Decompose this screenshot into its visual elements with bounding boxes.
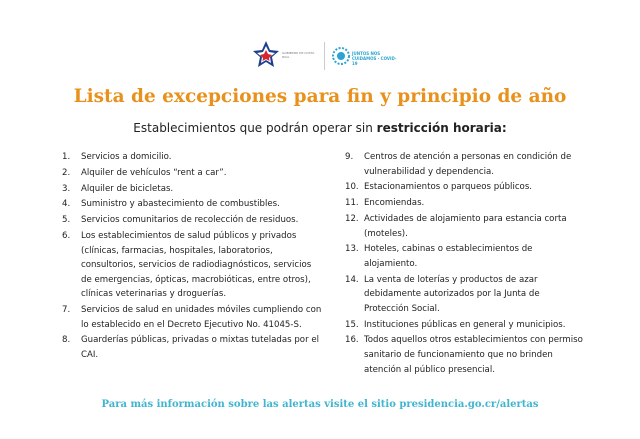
logo-bar bbox=[0, 38, 640, 74]
list-item-number: 15. bbox=[345, 319, 359, 330]
list-item-number: 16. bbox=[345, 335, 359, 346]
campaign-sun-icon bbox=[330, 38, 352, 74]
list-item bbox=[62, 229, 324, 302]
list-item-text: Actividades de alojamiento para estancia corta (moteles). bbox=[364, 213, 567, 239]
list-item-text: Servicios de salud en unidades móviles cumpliendo con lo establecido en el Decreto Ejecutivo No. 41045-S. bbox=[81, 305, 322, 330]
logo-divider bbox=[324, 42, 325, 70]
list-item-number: 11. bbox=[345, 198, 359, 209]
list-item-number: 4. bbox=[62, 199, 71, 210]
list-item bbox=[62, 333, 324, 362]
list-item bbox=[62, 166, 324, 181]
list-item bbox=[345, 242, 585, 271]
list-item-number: 14. bbox=[345, 274, 359, 285]
list-item-text: Encomiendas. bbox=[364, 198, 425, 209]
list-item-text: Guarderías públicas, privadas o mixtas tuteladas por el CAI. bbox=[81, 335, 320, 361]
list-item bbox=[62, 197, 324, 212]
list-item-text: Instituciones públicas en general y municipios. bbox=[364, 319, 566, 330]
list-item bbox=[345, 212, 585, 241]
exceptions-list-left bbox=[62, 150, 324, 364]
list-item-number: 7. bbox=[62, 305, 71, 316]
list-item-number: 5. bbox=[62, 215, 71, 226]
list-item-number: 6. bbox=[62, 230, 71, 241]
list-item-number: 2. bbox=[62, 167, 71, 178]
list-item-text: Estacionamientos o parqueos públicos. bbox=[364, 182, 533, 193]
list-item bbox=[345, 150, 585, 179]
list-item-number: 13. bbox=[345, 244, 359, 255]
subtitle-emphasis: restricción horaria: bbox=[376, 121, 507, 135]
list-item-text: Los establecimientos de salud públicos y privados (clínicas, farmacias, hospitales, laboratorios, consultorios, servicios de radiodiagnósticos, servicios de emergencias, ópticas, macrobióticas, entre otros), clínicas veterinarias y droguerías. bbox=[81, 230, 312, 300]
list-item-text: Alquiler de vehículos “rent a car”. bbox=[81, 167, 227, 178]
list-item-number: 10. bbox=[345, 182, 359, 193]
star-emblem-icon bbox=[252, 38, 280, 74]
list-item bbox=[345, 273, 585, 317]
campaign-logo bbox=[330, 38, 400, 74]
list-item-text: Todos aquellos otros establecimientos con permiso sanitario de funcionamiento que no brinden atención al público presencial. bbox=[364, 335, 583, 375]
government-logo bbox=[252, 38, 322, 74]
list-item-text: Hoteles, cabinas o establecimientos de alojamiento. bbox=[364, 244, 533, 269]
list-item-number: 12. bbox=[345, 213, 359, 224]
government-logo-text: GOBIERNO DE COSTA RICA bbox=[282, 51, 315, 59]
subtitle-text: Establecimientos que podrán operar sin bbox=[133, 121, 377, 135]
page-subtitle bbox=[0, 121, 640, 135]
list-item bbox=[62, 213, 324, 228]
list-item-text: Servicios comunitarios de recolección de residuos. bbox=[81, 215, 299, 226]
footer-info-text: Para más información sobre las alertas visite el sitio presidencia.go.cr/alertas bbox=[101, 399, 539, 410]
list-item-number: 3. bbox=[62, 183, 71, 194]
list-item-text: La venta de loterías y productos de azar debidamente autorizados por la Junta de Protección Social. bbox=[364, 274, 540, 314]
list-item bbox=[62, 303, 324, 332]
list-item bbox=[345, 333, 585, 377]
list-item-number: 9. bbox=[345, 152, 354, 162]
list-item bbox=[345, 196, 585, 211]
list-item bbox=[345, 180, 585, 195]
list-item bbox=[62, 182, 324, 197]
list-item bbox=[345, 318, 585, 333]
list-item-number: 8. bbox=[62, 335, 71, 346]
list-item bbox=[62, 150, 324, 165]
list-item-number: 1. bbox=[62, 152, 71, 162]
campaign-logo-text: JUNTOS NOS CUIDAMOS · COVID-19 bbox=[352, 51, 397, 66]
exceptions-list-right bbox=[345, 150, 585, 378]
list-item-text: Servicios a domicilio. bbox=[81, 152, 172, 162]
list-item-text: Centros de atención a personas en condición de vulnerabilidad y dependencia. bbox=[364, 152, 572, 177]
page-title: Lista de excepciones para fin y principio de año bbox=[73, 86, 567, 107]
list-item-text: Alquiler de bicicletas. bbox=[81, 183, 174, 194]
list-item-text: Suministro y abastecimiento de combustibles. bbox=[81, 199, 280, 210]
